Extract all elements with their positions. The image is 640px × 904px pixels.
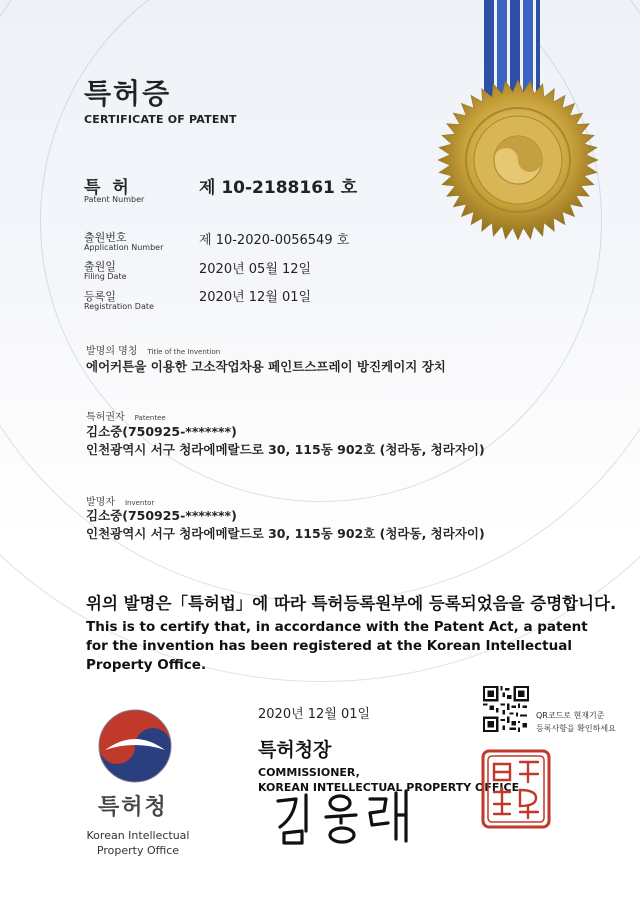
inventor-label: 발명자 [86,497,115,508]
document-title: 특허증 [84,77,172,110]
filing-label-en: Filing Date [84,272,127,281]
patentee-name: 김소중(750925-*******) [86,424,237,439]
qr-note-line2: 등록사항을 확인하세요 [536,724,616,733]
commissioner-title: 특허청장 [258,739,332,761]
patent-label-en: Patent Number [84,195,145,204]
document-subtitle: CERTIFICATE OF PATENT [84,113,237,126]
official-stamp-image [480,748,552,830]
gold-seal-icon [436,78,600,242]
patentee-label: 특허권자 [86,412,125,423]
office-name-en-line2: Property Office [96,844,180,857]
qr-note [536,709,616,735]
invention-label: 발명의 명칭 [86,346,138,357]
commissioner-title-en-line2: KOREAN INTELLECTUAL PROPERTY OFFICE [258,781,520,794]
qr-code-icon [483,686,529,732]
office-name-en-line1: Korean Intellectual [86,829,190,842]
certification-statement-kr: 위의 발명은「특허법」에 따라 특허등록원부에 등록되었음을 증명합니다. [86,594,617,613]
patentee-address: 인천광역시 서구 청라에메랄드로 30, 115동 902호 (청라동, 청라자이) [86,442,485,457]
office-name-en [83,828,193,858]
application-label-en: Application Number [84,243,164,252]
commissioner-title-en-line1: COMMISSIONER, [258,766,360,779]
patent-number: 제 10-2188161 호 [199,178,358,198]
office-name-kr: 특허청 [98,795,168,820]
kipo-logo-icon [95,706,175,786]
registration-label-en: Registration Date [84,302,154,311]
application-number: 제 10-2020-0056549 호 [199,233,350,248]
inventor-name: 김소중(750925-*******) [86,508,237,523]
issue-date: 2020년 12월 01일 [258,707,371,722]
patentee-label-en: Patentee [134,414,166,422]
filing-date: 2020년 05월 12일 [199,262,312,277]
application-label: 출원번호 [84,231,127,244]
signature-image [272,787,422,847]
invention-label-en: Title of the Invention [147,348,221,356]
inventor-address: 인천광역시 서구 청라에메랄드로 30, 115동 902호 (청라동, 청라자이) [86,526,485,541]
registration-date: 2020년 12월 01일 [199,290,312,305]
qr-note-line1: QR코드로 현재기준 [536,711,605,720]
registration-label: 등록일 [84,290,116,303]
invention-label-row [86,339,220,358]
filing-label: 출원일 [84,260,116,273]
inventor-label-en: Inventor [124,499,155,507]
certification-statement-en: This is to certify that, in accordance with the Patent Act, a patent for the invention has been registered at the Korean Intellectual Property Office. [86,619,588,673]
invention-title: 에어커튼을 이용한 고소작업차용 페인트스프레이 방진케이지 장치 [86,359,446,374]
patent-label: 특 허 [84,178,132,198]
